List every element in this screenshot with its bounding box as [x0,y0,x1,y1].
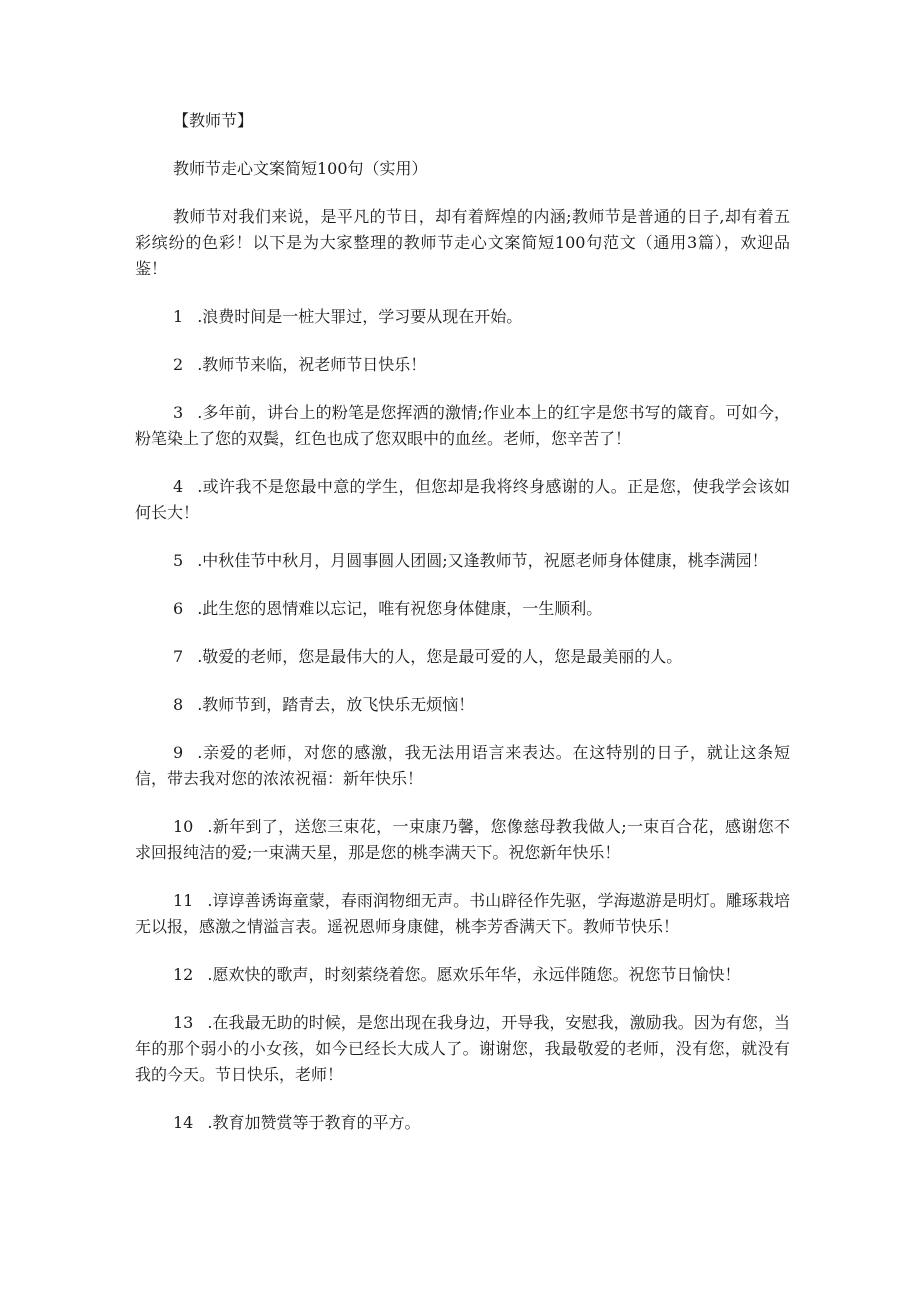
list-item-text: .谆谆善诱诲童蒙，春雨润物细无声。书山辟径作先驱，学海遨游是明灯。雕琢栽培无以报，感激之情溢言表。遥祝恩师身康健，桃李芳香满天下。教师节快乐！ [135,891,790,936]
list-item-text: .中秋佳节中秋月，月圆事圆人团圆;又逢教师节，祝愿老师身体健康，桃李满园！ [197,551,768,570]
list-item-number: 12 [173,965,194,984]
list-item-text: .教师节来临，祝老师节日快乐！ [197,355,427,374]
list-item [135,352,790,378]
list-item-number: 9 [173,743,184,762]
list-item [135,304,790,330]
list-item [135,474,790,526]
list-item-number: 1 [173,307,184,326]
list-item-number: 5 [173,551,184,570]
document-body [135,108,790,1158]
list-item-number: 11 [173,891,194,910]
list-item-number: 7 [173,647,184,666]
list-item [135,1010,790,1088]
document-title: 教师节走心文案简短100句（实用） [173,159,428,178]
list-item-number: 8 [173,695,184,714]
list-item-number: 6 [173,599,184,618]
list-item [135,400,790,452]
list-item-text: .教师节到，踏青去，放飞快乐无烦恼！ [197,695,475,714]
list-item-text: .新年到了，送您三束花，一束康乃馨，您像慈母教我做人;一束百合花，感谢您不求回报纯洁的爱;一束满天星，那是您的桃李满天下。祝您新年快乐！ [135,817,790,862]
intro-paragraph: 教师节对我们来说，是平凡的节日，却有着辉煌的内涵;教师节是普通的日子,却有着五彩缤纷的色彩！以下是为大家整理的教师节走心文案简短100句范文（通用3篇），欢迎品鉴！ [135,207,790,278]
document-tag: 【教师节】 [173,111,254,130]
list-item [135,692,790,718]
list-item-text: .此生您的恩情难以忘记，唯有祝您身体健康，一生顺利。 [197,599,603,618]
list-item [135,596,790,622]
list-item-number: 2 [173,355,184,374]
list-item-number: 10 [173,817,194,836]
list-item-text: .教育加赞赏等于教育的平方。 [207,1113,421,1132]
list-item-text: .或许我不是您最中意的学生，但您却是我将终身感谢的人。正是您，使我学会该如何长大！ [135,477,790,522]
list-item [135,740,790,792]
wish-list [135,304,790,1136]
list-item [135,548,790,574]
list-item [135,888,790,940]
list-item-text: .亲爱的老师，对您的感激，我无法用语言来表达。在这特别的日子，就让这条短信，带去我对您的浓浓祝福：新年快乐！ [135,743,790,788]
list-item-number: 14 [173,1113,194,1132]
list-item-text: .在我最无助的时候，是您出现在我身边，开导我，安慰我，激励我。因为有您，当年的那个弱小的小女孩，如今已经长大成人了。谢谢您，我最敬爱的老师，没有您，就没有我的今天。节日快乐，老师！ [135,1013,790,1084]
list-item-text: .浪费时间是一桩大罪过，学习要从现在开始。 [197,307,523,326]
list-item-text: .多年前，讲台上的粉笔是您挥洒的激情;作业本上的红字是您书写的箴育。可如今，粉笔染上了您的双鬓，红色也成了您双眼中的血丝。老师，您辛苦了！ [135,403,790,448]
list-item [135,644,790,670]
list-item [135,814,790,866]
list-item [135,1110,790,1136]
list-item-text: .敬爱的老师，您是最伟大的人，您是最可爱的人，您是最美丽的人。 [197,647,683,666]
list-item-number: 4 [173,477,184,496]
list-item-text: .愿欢快的歌声，时刻萦绕着您。愿欢乐年华，永远伴随您。祝您节日愉快！ [207,965,741,984]
list-item-number: 3 [173,403,184,422]
list-item [135,962,790,988]
list-item-number: 13 [173,1013,194,1032]
